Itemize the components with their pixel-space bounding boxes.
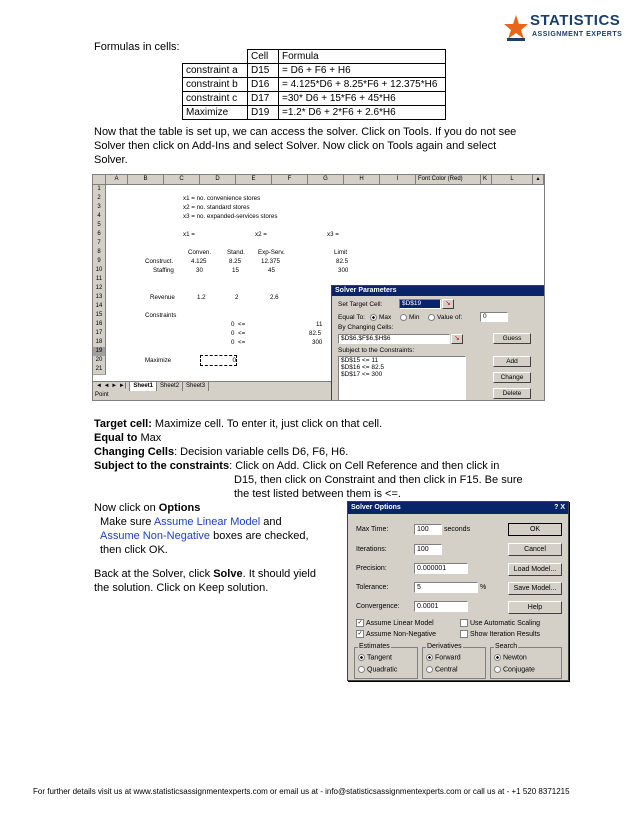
row-header[interactable]: 18 <box>93 338 106 348</box>
cell-text[interactable]: Conven. <box>188 249 212 256</box>
text-run: Now click on <box>94 502 159 514</box>
cell-text[interactable]: x1 = <box>183 231 195 238</box>
dialog-title: Solver Parameters <box>332 286 544 296</box>
cell-value[interactable]: 82.5 <box>309 330 322 337</box>
text-line <box>94 445 554 459</box>
formulas-heading: Formulas in cells: <box>94 41 180 53</box>
cell-value[interactable]: 300 <box>338 267 349 274</box>
auto-scaling-checkbox[interactable] <box>460 619 540 627</box>
show-iterations-checkbox[interactable] <box>460 630 540 638</box>
changing-cells-input[interactable]: $D$6,$F$6,$H$6 <box>338 334 450 344</box>
group-title: Estimates <box>359 643 390 650</box>
text-line: Solver. <box>94 154 128 166</box>
precision-input[interactable]: 0.000001 <box>414 563 468 574</box>
text-line: the test listed between them is <=. <box>234 488 401 500</box>
col-header[interactable]: L <box>492 175 533 184</box>
constraints-list[interactable] <box>338 356 466 401</box>
cell-value[interactable]: 2 <box>235 294 239 301</box>
row-header[interactable]: 13 <box>93 293 106 303</box>
text-line: then click OK. <box>100 544 168 556</box>
row-header[interactable]: 15 <box>93 311 106 321</box>
table-cell: = D6 + F6 + H6 <box>279 64 446 78</box>
cell-text[interactable]: <= <box>238 339 246 346</box>
corner-cell[interactable] <box>93 175 106 184</box>
group-title: Search <box>495 643 518 650</box>
radio-selected-icon <box>370 314 377 321</box>
save-model-button[interactable]: Save Model... <box>508 582 562 595</box>
list-item[interactable]: $D$17 <= 300 <box>341 371 383 378</box>
column-header-bar <box>93 175 544 185</box>
radio-selected-icon <box>494 654 501 661</box>
table-cell: constraint b <box>183 78 248 92</box>
cell-text[interactable]: Staffing <box>153 267 174 274</box>
search-group <box>490 643 562 679</box>
text-line: D15, then click on Constraint and then click in F15. Be sure <box>234 474 523 486</box>
equal-to-label: Equal To: <box>338 314 365 321</box>
estimates-group <box>354 643 418 679</box>
cell-text[interactable]: Limit <box>334 249 348 256</box>
radio-icon <box>400 314 407 321</box>
row-header[interactable]: 14 <box>93 302 106 312</box>
row-header[interactable]: 1 <box>93 185 106 195</box>
text-run: and <box>260 516 282 528</box>
col-header[interactable]: C <box>164 175 200 184</box>
bold-term: Changing Cells <box>94 446 175 458</box>
check-icon: ✓ <box>357 620 363 626</box>
ok-button[interactable]: OK <box>508 523 562 536</box>
table-cell: Maximize <box>183 106 248 120</box>
tab-sheet3[interactable]: Sheet3 <box>183 382 209 391</box>
convergence-label: Convergence: <box>356 603 400 610</box>
radio-icon <box>426 666 433 673</box>
text-run: boxes are checked, <box>210 530 309 542</box>
tab-sheet1[interactable]: Sheet1 <box>130 382 157 391</box>
radio-selected-icon <box>358 654 365 661</box>
max-time-input[interactable]: 100 <box>414 524 442 535</box>
checkbox-label: Use Automatic Scaling <box>470 619 541 627</box>
solver-parameters-dialog <box>331 285 545 401</box>
star-mark-icon <box>504 14 528 44</box>
scroll-up-icon[interactable]: ▴ <box>533 175 544 184</box>
min-radio[interactable] <box>400 314 419 321</box>
table-cell: D15 <box>248 64 279 78</box>
cell-text[interactable]: Stand. <box>227 249 245 256</box>
table-cell: D17 <box>248 92 279 106</box>
header-cell-blank <box>183 50 248 64</box>
solver-options-dialog <box>347 501 569 681</box>
checkbox-icon <box>460 619 468 627</box>
convergence-input[interactable]: 0.0001 <box>414 601 468 612</box>
text-line <box>94 417 554 431</box>
selected-target-cell[interactable]: 0 <box>200 355 237 366</box>
cell-text[interactable]: <= <box>238 330 246 337</box>
logo-title: STATISTICS <box>530 12 621 29</box>
text-run: Back at the Solver, click <box>94 568 214 580</box>
text-line: the solution. Click on Keep solution. <box>94 582 269 594</box>
row-header[interactable]: 3 <box>93 203 106 213</box>
col-header[interactable]: I <box>380 175 416 184</box>
bold-term: Target cell: <box>94 418 152 430</box>
text-line <box>94 431 554 445</box>
derivatives-group <box>422 643 486 679</box>
table-row <box>183 78 446 92</box>
col-header[interactable]: K <box>479 175 492 184</box>
spreadsheet-screenshot <box>92 174 545 401</box>
highlight-term: Assume Linear Model <box>153 516 261 528</box>
col-header[interactable]: D <box>200 175 236 184</box>
table-cell: =1.2* D6 + 2*F6 + 2.6*H6 <box>279 106 446 120</box>
row-header[interactable]: 6 <box>93 230 106 240</box>
checkbox-icon <box>460 630 468 638</box>
row-header[interactable]: 20 <box>93 356 106 366</box>
central-radio[interactable] <box>426 666 458 673</box>
assume-linear-checkbox[interactable] <box>356 619 434 627</box>
cell-text[interactable]: Constraints <box>145 312 177 319</box>
list-item[interactable]: $D$16 <= 82.5 <box>341 364 385 371</box>
add-button[interactable]: Add <box>493 356 531 367</box>
cell-value[interactable]: 30 <box>196 267 203 274</box>
iterations-input[interactable]: 100 <box>414 544 442 555</box>
col-header[interactable]: B <box>128 175 164 184</box>
help-close-icon[interactable]: ? X <box>554 504 565 511</box>
text-run: Maximize cell. To enter it, just click on that cell. <box>151 418 383 430</box>
header-cell: Cell <box>248 50 279 64</box>
cell-text[interactable]: Revenue <box>150 294 175 301</box>
precision-label: Precision: <box>356 565 387 572</box>
dialog-title-bar <box>348 502 568 514</box>
formula-table <box>182 49 446 120</box>
radio-icon <box>428 314 435 321</box>
constraints-label: Subject to the Constraints: <box>338 347 415 354</box>
checkbox-label: Assume Non-Negative <box>366 630 437 638</box>
value-of-label: Value of: <box>437 314 463 322</box>
cell-text[interactable]: Construct. <box>145 258 174 265</box>
newton-radio[interactable] <box>494 654 527 661</box>
cell-value[interactable]: 2.6 <box>270 294 279 301</box>
group-title: Derivatives <box>427 643 462 650</box>
cell-text[interactable]: x3 = no. expanded-services stores <box>183 213 278 220</box>
row-header[interactable]: 8 <box>93 248 106 258</box>
bold-term: Options <box>158 502 201 514</box>
row-header[interactable]: 5 <box>93 221 106 231</box>
min-label: Min <box>409 314 420 322</box>
cell-value[interactable]: 12.375 <box>261 258 280 265</box>
text-line: Solver then click on Add-Ins and select Solver. Now click on Tools again and select <box>94 140 497 152</box>
max-time-label: Max Time: <box>356 526 389 533</box>
col-header[interactable]: G <box>308 175 344 184</box>
status-bar: Point <box>93 391 545 400</box>
radio-selected-icon <box>426 654 433 661</box>
collapse-dialog-icon[interactable]: ↘ <box>451 334 463 344</box>
cell-text[interactable]: Maximize <box>145 357 172 364</box>
col-header[interactable]: A <box>106 175 128 184</box>
col-header[interactable]: F <box>272 175 308 184</box>
table-row <box>183 92 446 106</box>
cell-value[interactable]: 45 <box>268 267 275 274</box>
radio-label: Central <box>435 666 458 674</box>
tolerance-label: Tolerance: <box>356 584 389 591</box>
col-header[interactable]: E <box>236 175 272 184</box>
highlight-term: Assume Non-Negative <box>100 530 211 542</box>
font-color-tooltip: Font Color (Red) <box>416 175 481 184</box>
radio-label: Tangent <box>367 654 392 662</box>
header-cell: Formula <box>279 50 446 64</box>
cell-value[interactable]: 0 <box>231 330 235 337</box>
percent-label: % <box>480 584 487 591</box>
tab-nav-icon[interactable]: ◄ ◄ ► ►| <box>93 382 130 391</box>
check-icon: ✓ <box>357 631 363 637</box>
table-cell: constraint c <box>183 92 248 106</box>
max-label: Max <box>379 314 392 322</box>
cancel-button[interactable]: Cancel <box>508 543 562 556</box>
brand-logo <box>504 12 632 48</box>
cell-value[interactable]: 4.125 <box>191 258 207 265</box>
row-header[interactable]: 4 <box>93 212 106 222</box>
assume-nonneg-checkbox[interactable] <box>356 630 436 638</box>
bold-term: Subject to the constraints <box>94 460 230 472</box>
text-run: Make sure <box>100 516 154 528</box>
cell-value[interactable]: 300 <box>312 339 323 346</box>
row-header[interactable]: 19 <box>93 347 106 357</box>
radio-icon <box>494 666 501 673</box>
text-line <box>94 459 554 473</box>
row-header[interactable]: 11 <box>93 275 106 285</box>
conjugate-radio[interactable] <box>494 666 535 673</box>
tolerance-input[interactable]: 5 <box>414 582 478 593</box>
delete-button[interactable]: Delete <box>493 388 531 399</box>
checkbox-label: Assume Linear Model <box>366 619 434 627</box>
tangent-radio[interactable] <box>358 654 392 661</box>
cell-text[interactable]: x3 = <box>327 231 339 238</box>
cell-value[interactable]: 11 <box>316 321 323 328</box>
changing-cells-label: By Changing Cells: <box>338 324 394 331</box>
table-cell: = 4.125*D6 + 8.25*F6 + 12.375*H6 <box>279 78 446 92</box>
cell-text[interactable]: x2 = no. standard stores <box>183 204 250 211</box>
forward-radio[interactable] <box>426 654 461 661</box>
col-header[interactable]: H <box>344 175 380 184</box>
value-of-radio[interactable] <box>428 314 462 321</box>
tab-sheet2[interactable]: Sheet2 <box>157 382 183 391</box>
text-run: . It should yield <box>242 568 316 580</box>
iterations-label: Iterations: <box>356 546 387 553</box>
cell-value[interactable]: 82.5 <box>336 258 349 265</box>
table-cell: constraint a <box>183 64 248 78</box>
row-header[interactable]: 16 <box>93 320 106 330</box>
row-header[interactable]: 17 <box>93 329 106 339</box>
collapse-dialog-icon[interactable]: ↘ <box>442 299 454 309</box>
row-header[interactable]: 7 <box>93 239 106 249</box>
table-row <box>183 50 446 64</box>
seconds-label: seconds <box>444 526 471 533</box>
value-of-input[interactable]: 0 <box>480 312 508 322</box>
radio-icon <box>358 666 365 673</box>
page-footer: For further details visit us at www.statisticsassignmentexperts.com or email us at - info@statisticsassignmentexperts.com or call us at - +1 520 8371215 <box>33 787 570 796</box>
text-run: Max <box>137 432 162 444</box>
row-header[interactable]: 2 <box>93 194 106 204</box>
cell-value[interactable]: 15 <box>232 267 239 274</box>
cell-value[interactable]: 1.2 <box>197 294 206 301</box>
help-button[interactable]: Help <box>508 601 562 614</box>
text-run: : Decision variable cells D6, F6, H6. <box>174 446 349 458</box>
table-cell: D19 <box>248 106 279 120</box>
radio-label: Quadratic <box>367 666 398 674</box>
table-row <box>183 64 446 78</box>
row-header[interactable]: 21 <box>93 365 106 375</box>
text-line: Now that the table is set up, we can access the solver. Click on Tools. If you do not see <box>94 126 517 138</box>
row-header[interactable]: 12 <box>93 284 106 294</box>
change-button[interactable]: Change <box>493 372 531 383</box>
cell-text[interactable]: x1 = no. convenience stores <box>183 195 261 202</box>
quadratic-radio[interactable] <box>358 666 397 673</box>
cell-text[interactable]: <= <box>238 321 246 328</box>
row-header[interactable]: 10 <box>93 266 106 276</box>
table-cell: D16 <box>248 78 279 92</box>
cell-value[interactable]: 8.25 <box>229 258 242 265</box>
table-cell: =30* D6 + 15*F6 + 45*H6 <box>279 92 446 106</box>
checkbox-label: Show Iteration Results <box>470 630 541 638</box>
guess-button[interactable]: Guess <box>493 333 531 344</box>
radio-label: Forward <box>435 654 461 662</box>
cell-text[interactable]: Exp-Serv. <box>258 249 285 256</box>
cell-value[interactable]: 0 <box>231 321 235 328</box>
load-model-button[interactable]: Load Model... <box>508 563 562 576</box>
radio-label: Conjugate <box>503 666 535 674</box>
bold-term: Equal to <box>94 432 138 444</box>
row-header[interactable]: 9 <box>93 257 106 267</box>
text-run: : Click on Add. Click on Cell Reference and then click in <box>229 460 500 472</box>
radio-label: Newton <box>503 654 527 662</box>
target-cell-input[interactable]: $D$19 <box>399 299 441 309</box>
cell-text[interactable]: x2 = <box>255 231 267 238</box>
table-row <box>183 106 446 120</box>
target-cell-label: Set Target Cell: <box>338 301 383 308</box>
logo-subtitle: ASSIGNMENT EXPERTS <box>532 31 623 38</box>
list-item[interactable]: $D$15 <= 11 <box>341 357 379 364</box>
intro-paragraph <box>94 125 554 167</box>
bold-term: Solve <box>213 568 243 580</box>
cell-value[interactable]: 0 <box>231 339 235 346</box>
dialog-title: Solver Options <box>351 504 401 511</box>
max-radio[interactable] <box>370 314 391 321</box>
